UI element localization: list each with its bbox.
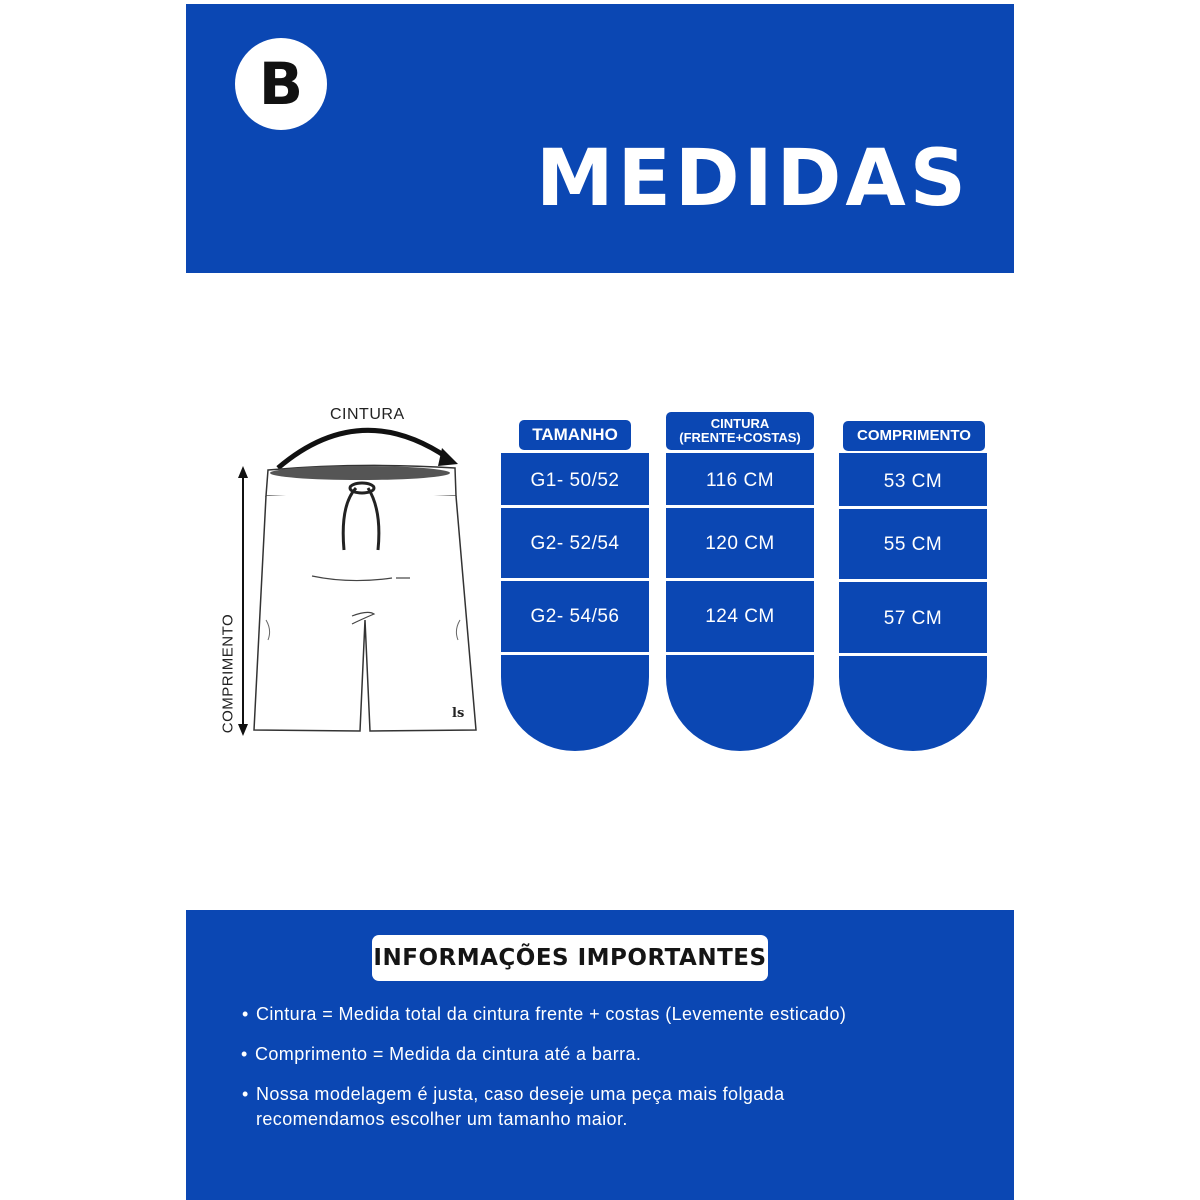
size-column-body	[501, 453, 649, 751]
size-header	[519, 420, 631, 450]
size-value-1: G1- 50/52	[530, 470, 620, 491]
bullet-icon: •	[242, 1004, 249, 1024]
row-divider	[501, 578, 649, 581]
row-divider	[839, 579, 987, 582]
info-item-3-text-line1: Nossa modelagem é justa, caso deseje uma peça mais folgada	[256, 1084, 785, 1104]
waist-value-3: 124 CM	[705, 606, 775, 627]
waist-header	[666, 412, 814, 450]
waistband-inner	[270, 466, 450, 480]
info-item-1-text: Cintura = Medida total da cintura frente + costas (Levemente esticado)	[256, 1004, 847, 1024]
waist-header-sublabel: (FRENTE+COSTAS)	[679, 430, 801, 445]
waist-header-label: CINTURA	[710, 416, 770, 432]
length-column-body	[839, 453, 987, 751]
shorts-diagram	[210, 400, 490, 745]
info-item-1	[242, 1002, 847, 1027]
length-label: COMPRIMENTO	[219, 613, 237, 734]
waist-value-2: 120 CM	[705, 533, 775, 554]
row-divider	[666, 652, 814, 655]
length-arrowhead-bottom	[238, 724, 248, 736]
info-title: INFORMAÇÕES IMPORTANTES	[372, 935, 768, 981]
info-panel	[186, 910, 1014, 1200]
bullet-icon: •	[241, 1044, 248, 1064]
info-item-2	[241, 1042, 642, 1067]
info-item-3-text-line2: recomendamos escolher um tamanho maior.	[256, 1109, 628, 1129]
size-header-label: TAMANHO	[532, 425, 618, 445]
info-item-3	[242, 1082, 785, 1132]
header-banner	[186, 4, 1014, 273]
waist-arrow	[278, 430, 448, 468]
row-divider	[839, 506, 987, 509]
shorts-body	[254, 496, 476, 731]
logo-letter: B	[258, 50, 304, 118]
length-value-1: 53 CM	[883, 471, 943, 492]
brand-logo	[235, 38, 327, 130]
row-divider	[501, 652, 649, 655]
row-divider	[501, 505, 649, 508]
brand-mark: ls	[452, 706, 465, 721]
size-value-2: G2- 52/54	[530, 533, 620, 554]
bullet-icon: •	[242, 1084, 249, 1104]
row-divider	[666, 578, 814, 581]
length-arrowhead-top	[238, 466, 248, 478]
waist-column-body	[666, 453, 814, 751]
length-header	[843, 421, 985, 451]
row-divider	[839, 653, 987, 656]
length-value-2: 55 CM	[883, 534, 943, 555]
row-divider	[666, 505, 814, 508]
shorts-illustration	[210, 400, 490, 745]
waist-value-1: 116 CM	[705, 470, 775, 491]
length-header-label: COMPRIMENTO	[857, 427, 971, 445]
waist-label: CINTURA	[330, 406, 405, 423]
info-item-2-text: Comprimento = Medida da cintura até a barra.	[255, 1044, 642, 1064]
page-title: MEDIDAS	[536, 134, 970, 224]
length-value-3: 57 CM	[883, 608, 943, 629]
size-value-3: G2- 54/56	[530, 606, 620, 627]
